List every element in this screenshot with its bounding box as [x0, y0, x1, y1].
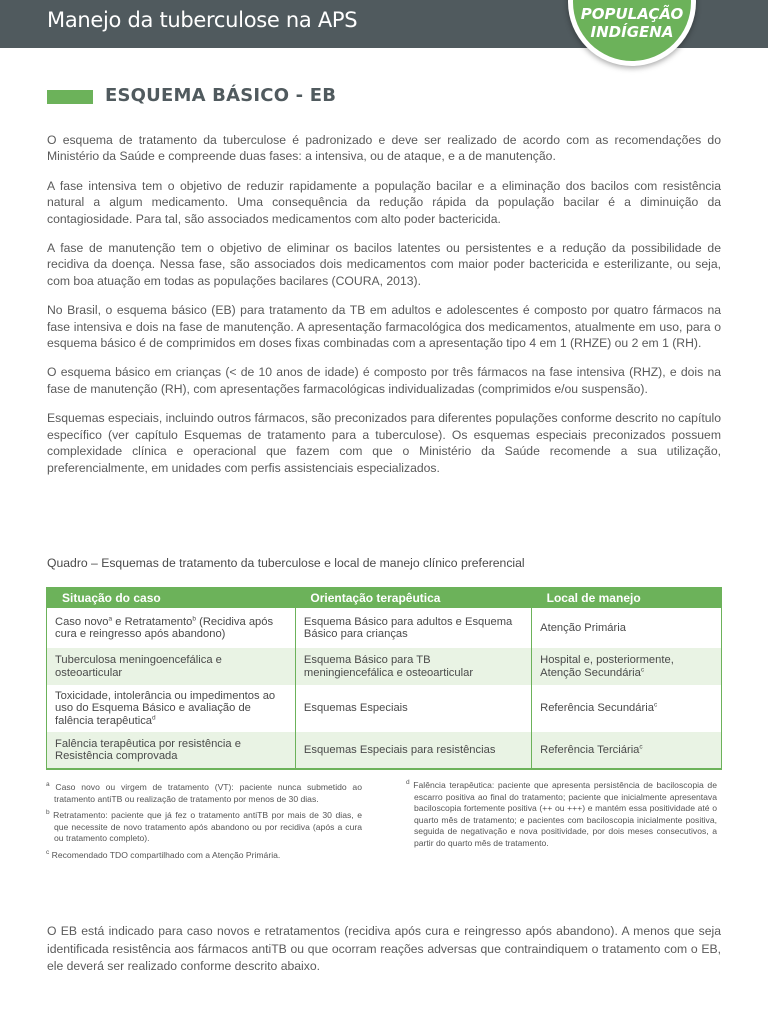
paragraph: A fase intensiva tem o objetivo de reduzir rapidamente a população bacilar e a eliminação dos bacilos com resistência natural a algum medicamento. Uma consequência da redução rápida da população bacilar é a diminuição da contagiosidade. Para tal, são associados medicamentos com alto poder bactericida.	[47, 178, 721, 226]
cell-text: (Recidiva após cura e reingresso após abandono)	[55, 615, 274, 640]
cell-text: Referência Secundária	[540, 702, 654, 715]
header-title: Manejo da tuberculose na APS	[47, 8, 358, 32]
footnote-text: Falência terapêutica: paciente que apresenta persistência de baciloscopia de escarro positiva ao final do tratamento; paciente que inicialmente apresentava baciloscopia fortemente positiva (++ ou +++) e mantém essa positividade até o quarto mês de tratamento; e pacientes com baciloscopia inicialmente positiva, seguida de negativação e nova positividade, por dois meses consecutivos, a partir do quarto mês de tratamento.	[409, 780, 717, 848]
table-header-row	[47, 587, 722, 608]
cell-text: Atenção Primária	[540, 621, 626, 634]
table-cell: Falência terapêutica por resistência e Resistência comprovada	[47, 732, 296, 769]
footnote-mark: a	[46, 781, 50, 789]
cell-text: e Retratamento	[112, 615, 193, 628]
table-cell	[532, 608, 722, 648]
footnote-mark: c	[639, 743, 643, 751]
paragraph: O esquema de tratamento da tuberculose é padronizado e deve ser realizado de acordo com as recomendações do Ministério da Saúde e compreende duas fases: a intensiva, ou de ataque, e a de manutenção.	[47, 133, 721, 164]
table-cell	[532, 732, 722, 769]
section-marker	[47, 90, 93, 104]
column-header: Orientação terapêutica	[295, 587, 531, 608]
table-cell: Tuberculosa meningoencefálica e osteoarticular	[47, 648, 296, 685]
table-cell: Esquemas Especiais para resistências	[295, 732, 531, 769]
footnotes-right	[406, 780, 717, 854]
footnote-text: Recomendado TDO compartilhado com a Atenção Primária.	[49, 849, 281, 860]
table-caption: Quadro – Esquemas de tratamento da tuberculose e local de manejo clínico preferencial	[47, 556, 525, 570]
section-title: ESQUEMA BÁSICO - EB	[105, 85, 337, 106]
footnote-b	[46, 810, 362, 845]
table-cell: Esquema Básico para adultos e Esquema Básico para crianças	[295, 608, 531, 648]
footnote-text: Caso novo ou virgem de tratamento (VT): paciente nunca submetido ao tratamento antiTB ou realização de tratamento por menos de 30 dias.	[49, 782, 362, 804]
table-cell: Esquema Básico para TB meningiencefálica e osteoarticular	[295, 648, 531, 685]
treatment-table	[46, 587, 722, 770]
paragraph: No Brasil, o esquema básico (EB) para tratamento da TB em adultos e adolescentes é composto por quatro fármacos na fase intensiva e dois na fase de manutenção. A apresentação farmacológica dos medicamentos, atualmente em uso, para o esquema básico é de comprimidos em doses fixas combinadas com a apresentação tipo 4 em 1 (RHZE) ou 2 em 1 (RH).	[47, 303, 721, 351]
cell-text: Caso novo	[55, 615, 109, 628]
cell-text: Hospital e, posteriormente, Atenção Secundária	[540, 654, 674, 679]
table-row	[47, 608, 722, 648]
footnote-mark: c	[653, 701, 658, 709]
table-row	[47, 732, 722, 769]
table-cell	[532, 648, 722, 685]
footnote-mark: b	[46, 809, 50, 817]
column-header: Situação do caso	[47, 587, 296, 608]
body-text	[47, 132, 721, 489]
table-row	[47, 648, 722, 685]
paragraph: O esquema básico em crianças (< de 10 anos de idade) é composto por três fármacos na fase intensiva (RHZ), e dois na fase de manutenção (RH), com apresentações farmacológicas individualizadas (comprimidos e/ou suspensão).	[47, 365, 721, 396]
table-cell	[47, 608, 296, 648]
table-cell	[47, 685, 296, 732]
footnote-mark: c	[640, 665, 645, 673]
badge-line-1: POPULAÇÃO	[580, 5, 684, 23]
footnote-a	[46, 782, 362, 805]
footnotes-left	[46, 782, 362, 866]
paragraph: A fase de manutenção tem o objetivo de eliminar os bacilos latentes ou persistentes e a redução da possibilidade de recidiva da doença. Nessa fase, são associados dois medicamentos com maior poder bactericida e esterilizante, ou seja, com boa atuação em todas as populações bacilares (COURA, 2013).	[47, 241, 721, 288]
table-cell: Esquemas Especiais	[295, 685, 531, 732]
footnote-mark: a	[108, 614, 113, 622]
footnote-mark: d	[406, 779, 410, 787]
badge-line-2: INDÍGENA	[590, 23, 674, 41]
paragraph: Esquemas especiais, incluindo outros fármacos, são preconizados para diferentes populações conforme descrito no capítulo específico (ver capítulo Esquemas de tratamento para a tuberculose). Os esquemas especiais preconizados possuem complexidade clínica e operacional que fazem com que o Ministério da Saúde recomende a sua utilização, preferencialmente, em unidades com perfis assistenciais especializados.	[47, 411, 721, 475]
footnote-mark: d	[152, 714, 156, 722]
footnote-d	[406, 780, 717, 849]
population-badge	[568, 0, 696, 66]
cell-text: Toxicidade, intolerância ou impedimentos ao uso do Esquema Básico e avaliação de falência terapêutica	[55, 689, 276, 727]
closing-paragraph: O EB está indicado para caso novos e retratamentos (recidiva após cura e reingresso após abandono). A menos que seja identificada resistência aos fármacos antiTB ou que ocorram reações adversas que contraindiquem o tratamento com o EB, ele deverá ser realizado conforme descrito abaixo.	[47, 924, 721, 973]
table-row	[47, 685, 722, 732]
footnote-text: Retratamento: paciente que já fez o tratamento antiTB por mais de 30 dias, e que necessite de novo tratamento após abandono ou por recidiva (após a cura ou tratamento completo).	[49, 810, 362, 843]
footnote-mark: c	[46, 848, 50, 856]
cell-text: Referência Terciária	[540, 743, 640, 756]
column-header: Local de manejo	[532, 587, 722, 608]
badge-label	[568, 5, 696, 41]
footnote-mark: b	[192, 614, 196, 622]
footnote-c	[46, 850, 362, 862]
table-cell	[532, 685, 722, 732]
